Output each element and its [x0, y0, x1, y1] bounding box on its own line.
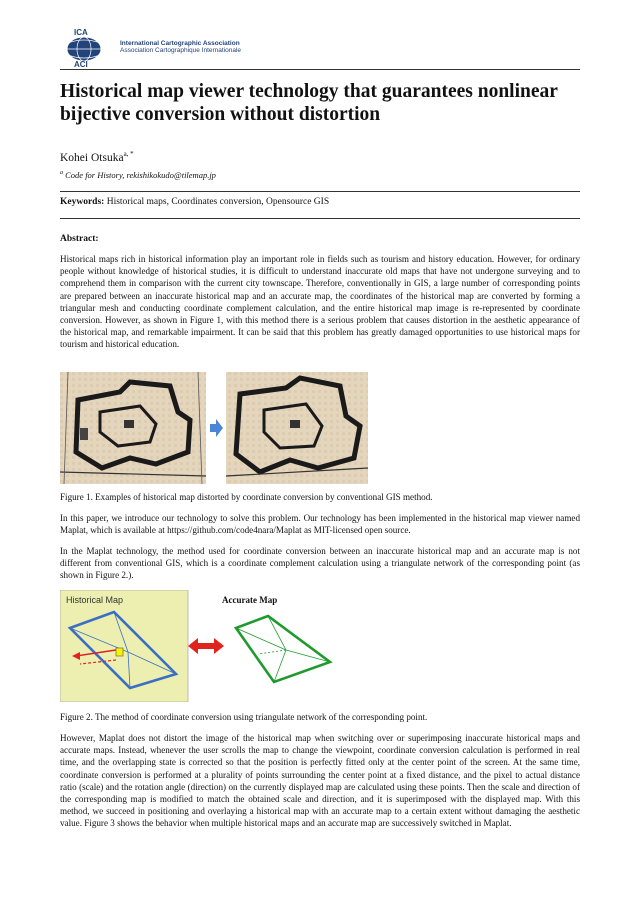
keywords-text: Historical maps, Coordinates conversion, Opensource GIS: [106, 197, 330, 207]
paragraph-maplat-method: However, Maplat does not distort the image of the historical map when switching over or superimposing inaccurate historical maps and accurate maps. Instead, whenever the user scrolls the map to change the viewpoint, coordinate conversion calculation is performed in real time, and the overlapping state is corrected so that the position is perfectly fitted only at the center point of the screen. At the same time, coordinate conversion is performed at a plurality of points surrounding the center point at a fixed distance, and the pixel to actual distance ratio (scale) and the rotation angle (direction) on the currently displayed map are calculated using these points. Then the scale and direction of the corresponding map is modified to match the obtained scale and direction, and it is superimposed with the displayed map. With this method, we succeed in positioning and overlaying a historical map with an accurate map to a certain extent without damaging the aesthetic value. Figure 3 shows the behavior when multiple historical maps and an accurate map are successively switched in Maplat.: [60, 733, 580, 829]
ica-logo: [62, 28, 106, 68]
org-name-en: International Cartographic Association: [120, 40, 240, 47]
double-arrow-icon: [188, 638, 224, 654]
paragraph-maplat-intro: In this paper, we introduce our technology to solve this problem. Our technology has been implemented in the historical map viewer named Maplat, which is available at https://github.com/code4nara/Maplat as MIT-licensed open source.: [60, 513, 580, 536]
header-rule: [60, 69, 580, 70]
keywords: [60, 197, 329, 207]
author-line: [60, 150, 134, 164]
center-point-marker: [116, 648, 123, 656]
keywords-rule: [60, 218, 580, 219]
abstract-heading: Abstract:: [60, 234, 99, 244]
figure-1-caption: Figure 1. Examples of historical map distorted by coordinate conversion by conventional GIS method.: [60, 492, 433, 502]
figure-2: [60, 590, 580, 702]
logo-text-top: ICA: [74, 28, 88, 37]
affiliation-rule: [60, 191, 580, 192]
historical-map-label: Historical Map: [66, 595, 124, 605]
affiliation-sup: a: [60, 170, 63, 177]
keywords-label: Keywords:: [60, 197, 105, 207]
logo-text-bottom: ACI: [74, 60, 88, 69]
paragraph-intro: Historical maps rich in historical information play an important role in fields such as tourism and history education. However, for ordinary people without knowledge of historical studies, it is difficult to understand inaccurate old maps that have not undergone surveying and to comprehend them in comparison with the current city townscape. Therefore, conventionally in GIS, a large number of corresponding points are prepared between an inaccurate historical map and an accurate map, the coordinates of the historical map are converted by forming a triangular mesh and conducting coordinate complement calculation, and the entire historical map image is re-represented by coordinate conversion. However, as shown in Figure 1, with this method there is a serious problem that causes distortion in the aesthetic appearance of the historical map, and remarkable impairment. It can be said that this problem has greatly damaged opportunities to use historical maps for tourism and historical education.: [60, 254, 580, 350]
org-name-fr: Association Cartographique Internationale: [120, 47, 242, 54]
historical-map-distorted-image: [226, 372, 368, 484]
figure-1: [60, 372, 520, 484]
accurate-map-panel: [222, 595, 330, 682]
org-names: [120, 40, 241, 54]
paper-title: Historical map viewer technology that guarantees nonlinear bijective conversion without distortion: [60, 81, 558, 125]
author-sup: a, *: [123, 150, 134, 158]
affiliation: [60, 170, 216, 180]
affiliation-text: Code for History, rekishikokudo@tilemap.jp: [65, 170, 216, 180]
page-header: [62, 28, 582, 68]
author-name: Kohei Otsuka: [60, 151, 124, 164]
historical-map-panel: [60, 590, 188, 702]
paragraph-triangulation: In the Maplat technology, the method used for coordinate conversion between an inaccurate historical map and an accurate map is not different from conventional GIS, which is a coordinate complement calculation using a triangulate network of the corresponding point (as shown in Figure 2.).: [60, 546, 580, 581]
accurate-map-label: Accurate Map: [222, 595, 278, 605]
figure-2-caption: Figure 2. The method of coordinate conversion using triangulate network of the corresponding point.: [60, 712, 428, 722]
historical-map-original-image: [60, 372, 206, 484]
right-arrow-icon: [210, 419, 223, 437]
